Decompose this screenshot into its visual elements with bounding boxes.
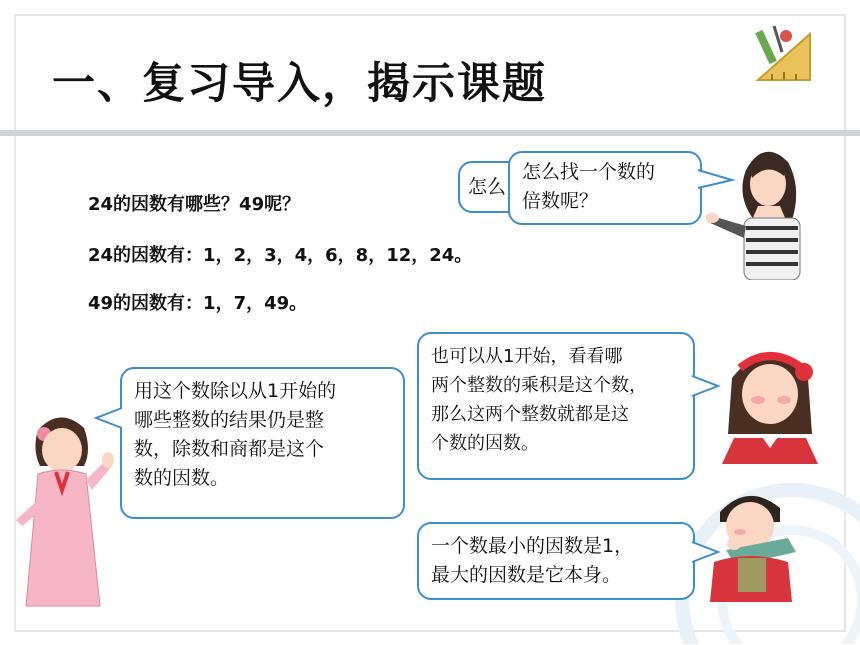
bubble-multiple-line: 倍数呢？ bbox=[522, 190, 599, 212]
answer-49-text: 49的因数有：1，7，49。 bbox=[88, 293, 308, 314]
math-tools-logo-icon bbox=[752, 22, 816, 86]
slide-title: 一、复习导入，揭示课题 bbox=[52, 59, 547, 109]
speech-bubble-product-method bbox=[417, 332, 695, 480]
speech-bubble-division-method bbox=[120, 367, 405, 519]
bubble-division-line: 数，除数和商都是这个 bbox=[134, 438, 325, 460]
bubble-product-line: 个数的因数。 bbox=[431, 433, 539, 454]
bubble-product-line: 两个整数的乘积是这个数， bbox=[431, 375, 647, 396]
bubble-product-line: 也可以从1开始，看看哪 bbox=[431, 346, 623, 367]
answer-24-text: 24的因数有：1，2，3，4，6，8，12，24。 bbox=[88, 245, 473, 266]
bubble-multiple-line: 怎么找一个数的 bbox=[522, 161, 656, 183]
bubble-division-line: 用这个数除以从1开始的 bbox=[134, 380, 337, 402]
question-text: 24的因数有哪些？49呢？ bbox=[88, 194, 301, 215]
speech-bubble-smallest-largest bbox=[417, 522, 695, 600]
student-boy-thinking-illustration bbox=[700, 486, 804, 602]
title-divider bbox=[0, 130, 860, 136]
bubble-smallest-line: 一个数最小的因数是1， bbox=[431, 535, 634, 557]
teacher-girl-illustration bbox=[706, 140, 822, 280]
speech-bubble-multiple bbox=[508, 151, 702, 225]
bubble-division-line: 数的因数。 bbox=[134, 467, 230, 489]
bubble-smallest-line: 最大的因数是它本身。 bbox=[431, 564, 622, 586]
bubble-division-line: 哪些整数的结果仍是整 bbox=[134, 409, 325, 431]
bubble-back-text: 怎么 bbox=[468, 176, 507, 198]
bubble-product-line: 那么这两个整数就都是这 bbox=[431, 404, 629, 425]
student-girl-headband-illustration bbox=[718, 338, 822, 464]
bubble-tail bbox=[692, 374, 720, 398]
student-girl-pink-illustration bbox=[8, 410, 118, 610]
